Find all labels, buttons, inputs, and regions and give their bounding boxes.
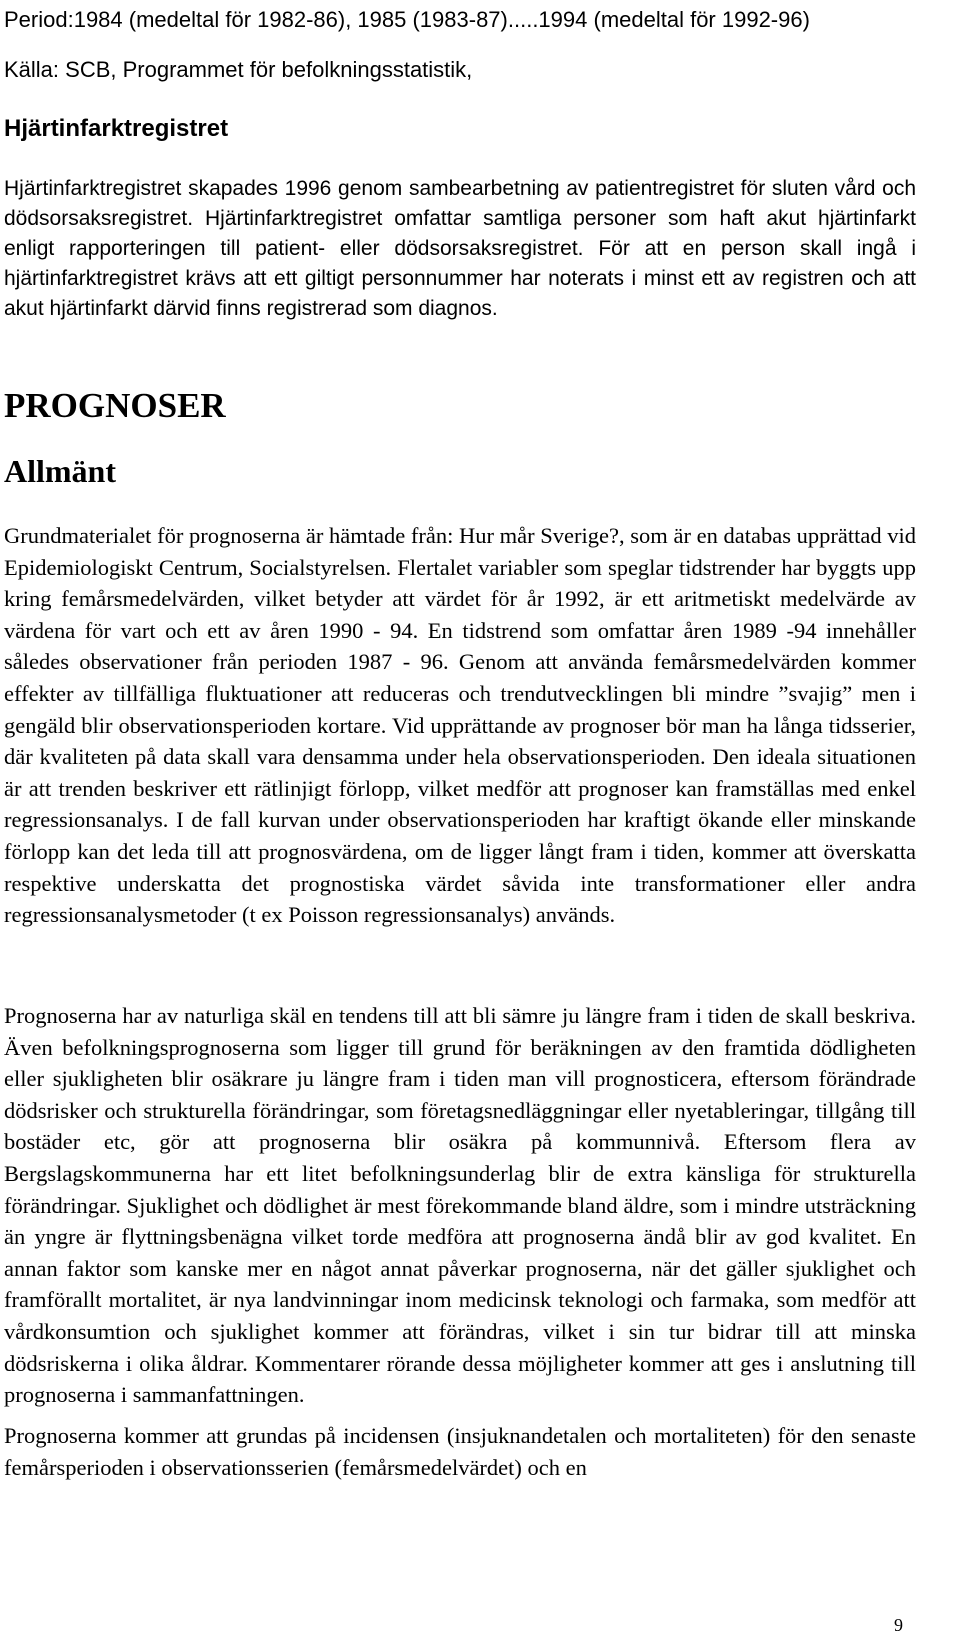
section-heading-prognoser: PROGNOSER [4,386,226,425]
body-paragraph-3: Prognoserna kommer att grundas på incidensen (insjuknandetalen och mortaliteten) för den senaste femårsperioden i observationsserien (femårsmedelvärdet) och en [4,1423,916,1480]
page-number: 9 [894,1615,903,1635]
subsection-heading-allmant: Allmänt [4,453,116,489]
period-line: Period:1984 (medeltal för 1982-86), 1985 (1983-87).....1994 (medeltal för 1992-96) [4,7,810,32]
registry-heading: Hjärtinfarktregistret [4,115,229,142]
body-paragraph-1: Grundmaterialet för prognoserna är hämtade från: Hur mår Sverige?, som är en databas upprättad vid Epidemiologiskt Centrum, Socialstyrelsen. Flertalet variabler som speglar tidstrender har byggts upp kring femårsmedelvärden, vilket betyder att värdet för år 1992, är ett aritmetiskt medelvärde av värdena för vart och ett av åren 1990 - 94. En tidstrend som omfattar åren 1989 -94 innehåller således observationer från perioden 1987 - 96. Genom att använda femårsmedelvärden kommer effekter av tillfälliga fluktuationer att reduceras och trendutvecklingen bli mindre ”svajig” men i gengäld blir observationsperioden kortare. Vid upprättande av prognoser bör man ha långa tidsserier, där kvaliteten på data skall vara densamma under hela observationsperioden. Den ideala situationen är att trenden beskriver ett rätlinjigt förlopp, vilket medför att prognoser kan framställas med enkel regressionsanalys. I de fall kurvan under observationsperioden har kraftigt ökande eller minskande förlopp kan det leda till att prognosvärdena, om de ligger långt fram i tiden, kommer att överskatta respektive underskatta det prognostiska värdet såvida inte transformationer eller andra regressionsanalysmetoder (t ex Poisson regressionsanalys) används. [4,523,916,928]
source-line: Källa: SCB, Programmet för befolkningsstatistik, [4,57,473,82]
body-paragraph-2: Prognoserna har av naturliga skäl en tendens till att bli sämre ju längre fram i tiden de skall beskriva. Även befolkningsprognoserna som ligger till grund för beräkningen av den framtida dödligheten eller sjukligheten blir osäkrare ju längre fram i tiden man vill prognosticera, eftersom förändrade dödsrisker och strukturella förändringar, som företagsnedläggningar eller nyetableringar, tillgång till bostäder etc, gör att prognoserna blir osäkra på kommunnivå. Eftersom flera av Bergslagskommunerna har ett litet befolkningsunderlag blir de extra känsliga för strukturella förändringar. Sjuklighet och dödlighet är mest förekommande bland äldre, som i mindre utsträckning än yngre är flyttningsbenägna vilket torde medföra att prognoserna ändå blir av god kvalitet. En annan faktor som kanske mer en något annat påverkar prognoserna, när det gäller sjuklighet och framförallt mortalitet, är nya landvinningar inom medicinsk teknologi och farmaka, som medför att vårdkonsumtion och sjuklighet kommer att förändras, vilket i sin tur bidrar till att minska dödsriskerna i olika åldrar. Kommentarer rörande dessa möjligheter kommer att ges i anslutning till prognoserna i sammanfattningen. [4,1003,916,1408]
registry-paragraph: Hjärtinfarktregistret skapades 1996 genom sambearbetning av patientregistret för sluten vård och dödsorsaksregistret. Hjärtinfarktregistret omfattar samtliga personer som haft akut hjärtinfarkt enligt rapporteringen till patient- eller dödsorsaksregistret. För att en person skall ingå i hjärtinfarktregistret krävs att ett giltigt personnummer har noterats i minst ett av registren och att akut hjärtinfarkt därvid finns registrerad som diagnos. [4,177,916,320]
